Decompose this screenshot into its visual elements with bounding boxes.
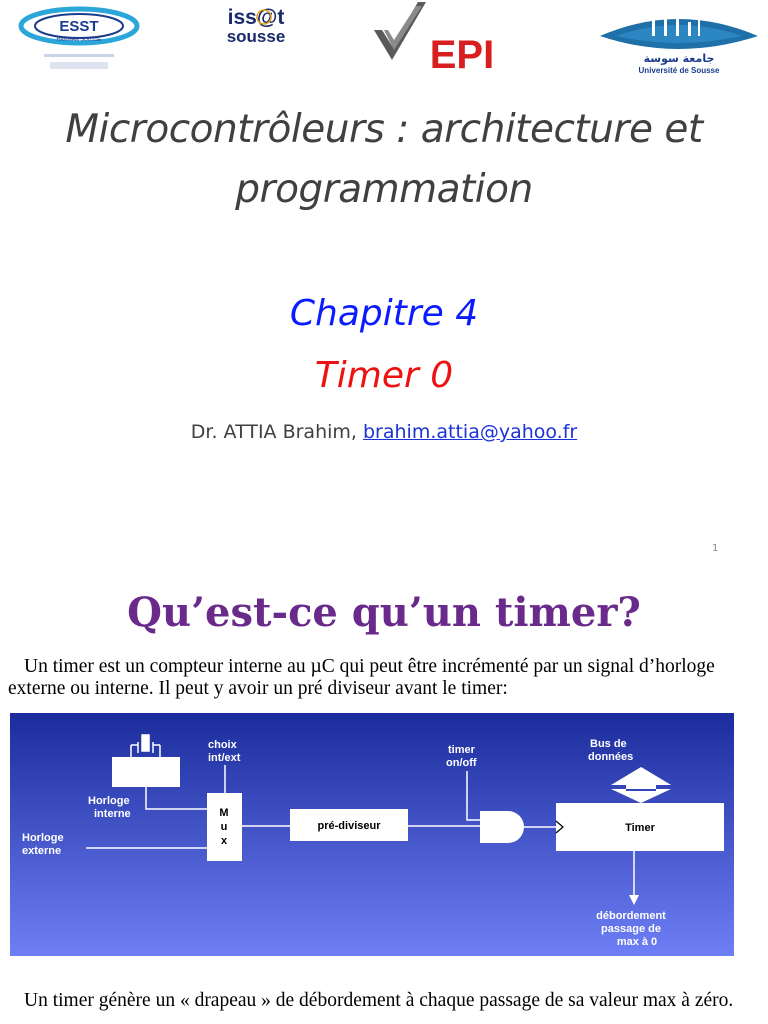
course-title-line1: Microcontrôleurs : architecture et (65, 107, 703, 152)
universite-sousse-logo (598, 0, 760, 76)
oscillator-box (112, 757, 180, 787)
label-horloge-interne-1: Horloge (88, 795, 130, 807)
prediviseur-label: pré-diviseur (317, 820, 381, 832)
course-title (0, 100, 768, 220)
label-choix: choix (208, 739, 237, 751)
author-email-link[interactable]: brahim.attia@yahoo.fr (362, 421, 578, 443)
paragraph-overflow-flag: Un timer génère un « drapeau » de débordement à chaque passage de sa valeur max à zéro. (24, 990, 734, 1011)
mux-label-x: x (220, 835, 228, 847)
label-int-ext: int/ext (208, 752, 241, 764)
slide-title-timer: Qu’est-ce qu’un timer? (127, 589, 641, 636)
esst-logo-text: ESST (59, 18, 99, 35)
mux-label-u: u (220, 821, 228, 833)
label-debordement-1: débordement (596, 910, 666, 922)
label-horloge-externe-1: Horloge (22, 832, 64, 844)
svg-text:sousse: sousse (226, 27, 286, 46)
svg-text:iss@t: iss@t (227, 6, 285, 29)
timer-block-diagram (10, 713, 734, 956)
universite-sousse-text: Université de Sousse (638, 66, 720, 75)
label-bus-1: Bus de (590, 738, 627, 750)
slide-timer-definition (0, 572, 768, 1024)
label-debordement-2: passage de (601, 923, 661, 935)
and-gate (480, 811, 524, 843)
label-bus-2: données (588, 751, 634, 763)
epi-logo (370, 0, 498, 72)
author-line (0, 418, 768, 446)
paragraph-timer-definition: Un timer est un compteur interne au µC qui peut être incrémenté par un signal d’horloge externe ou interne. Il peut y avoir un pré diviseur avant le timer: (8, 656, 715, 699)
esst-logo-subtext: HAMMAM SOUSSE (56, 37, 102, 43)
label-timer-onoff-2: on/off (446, 757, 477, 769)
label-debordement-3: max à 0 (616, 936, 658, 948)
course-title-line2: programmation (235, 167, 533, 212)
timer-box-label: Timer (625, 822, 655, 834)
chapter-heading: Chapitre 4 (289, 293, 479, 334)
mux-label-m: M (219, 807, 229, 819)
label-timer-onoff-1: timer (448, 744, 475, 756)
label-horloge-externe-2: externe (22, 845, 62, 857)
epi-logo-text: EPI (429, 33, 495, 72)
label-horloge-interne-2: interne (94, 808, 131, 820)
esst-logo (14, 2, 144, 74)
svg-text:جامعة سوسة: جامعة سوسة (643, 52, 715, 65)
chapter-subtitle: Timer 0 (314, 355, 454, 396)
page-number: 1 (712, 543, 719, 554)
author-name: Dr. ATTIA Brahim, (190, 421, 363, 443)
issat-logo (210, 4, 302, 50)
